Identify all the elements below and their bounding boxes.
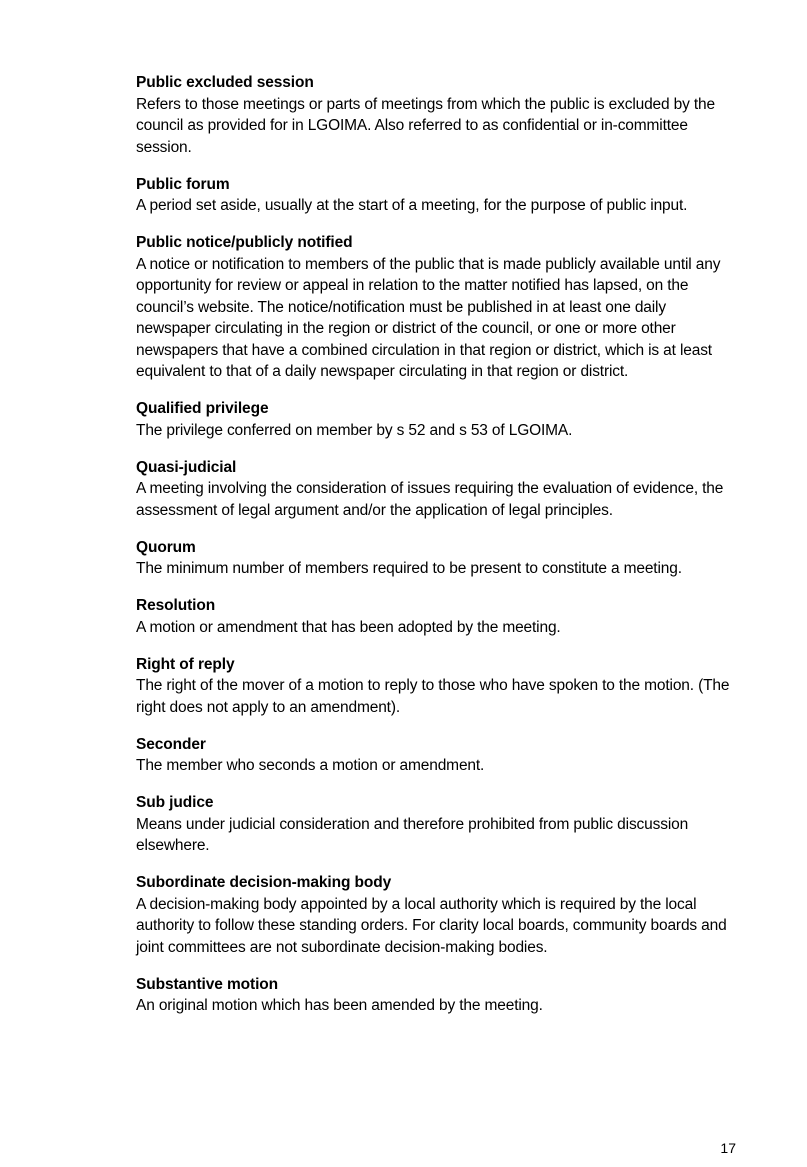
glossary-definition: Refers to those meetings or parts of meetings from which the public is excluded by the council as provided for in LGOIMA. Also referred to as confidential or in-committee session. bbox=[136, 95, 715, 156]
glossary-definition: A notice or notification to members of the public that is made publicly available until any opportunity for review or appeal in relation to the matter notified has lapsed, on the council’s website. The notice/notification must be published in at least one daily newspaper circulating in the region or district of the council, or one or more other newspapers that have a combined circulation in that region or district, which is at least equivalent to that of a daily newspaper circulating in that region or district. bbox=[136, 255, 721, 380]
glossary-definition: The minimum number of members required to be present to constitute a meeting. bbox=[136, 560, 682, 577]
glossary-definition: A decision-making body appointed by a local authority which is required by the local authority to follow these standing orders. For clarity local boards, community boards and joint committees are not subordinate decision-making bodies. bbox=[136, 895, 727, 956]
glossary-entry bbox=[136, 398, 736, 441]
glossary-definition: The right of the mover of a motion to reply to those who have spoken to the motion. (The right does not apply to an amendment). bbox=[136, 677, 730, 716]
glossary-term: Public notice/publicly notified bbox=[136, 234, 353, 251]
glossary-entry bbox=[136, 72, 736, 158]
glossary-entry bbox=[136, 595, 736, 638]
glossary-definition: The privilege conferred on member by s 52 and s 53 of LGOIMA. bbox=[136, 421, 573, 439]
glossary-entry bbox=[136, 974, 736, 1017]
glossary-term: Public forum bbox=[136, 175, 230, 193]
glossary-term: Right of reply bbox=[136, 655, 235, 673]
glossary-entry bbox=[136, 537, 736, 580]
glossary-entry bbox=[136, 792, 736, 857]
glossary-term: Quasi-judicial bbox=[136, 458, 237, 476]
glossary-term: Quorum bbox=[136, 538, 196, 556]
glossary-entry bbox=[136, 872, 736, 958]
page-number: 17 bbox=[720, 1140, 736, 1156]
glossary-definition: An original motion which has been amended by the meeting. bbox=[136, 997, 543, 1014]
glossary-content bbox=[136, 72, 736, 1032]
glossary-term: Seconder bbox=[136, 735, 206, 753]
glossary-term: Resolution bbox=[136, 597, 216, 614]
glossary-definition: A motion or amendment that has been adopted by the meeting. bbox=[136, 618, 561, 636]
glossary-entry bbox=[136, 457, 736, 522]
glossary-term: Sub judice bbox=[136, 794, 214, 811]
glossary-entry bbox=[136, 734, 736, 777]
glossary-term: Qualified privilege bbox=[136, 400, 269, 417]
glossary-definition: A period set aside, usually at the start of a meeting, for the purpose of public input. bbox=[136, 197, 688, 214]
glossary-term: Subordinate decision-making body bbox=[136, 874, 392, 891]
glossary-definition: Means under judicial consideration and therefore prohibited from public discussion elsewhere. bbox=[136, 815, 689, 854]
glossary-entry bbox=[136, 654, 736, 719]
glossary-entry bbox=[136, 174, 736, 217]
glossary-term: Public excluded session bbox=[136, 74, 314, 91]
glossary-entry bbox=[136, 232, 736, 383]
glossary-term: Substantive motion bbox=[136, 975, 279, 993]
glossary-definition: A meeting involving the consideration of issues requiring the evaluation of evidence, the assessment of legal argument and/or the application of legal principles. bbox=[136, 480, 724, 519]
glossary-definition: The member who seconds a motion or amendment. bbox=[136, 757, 485, 774]
